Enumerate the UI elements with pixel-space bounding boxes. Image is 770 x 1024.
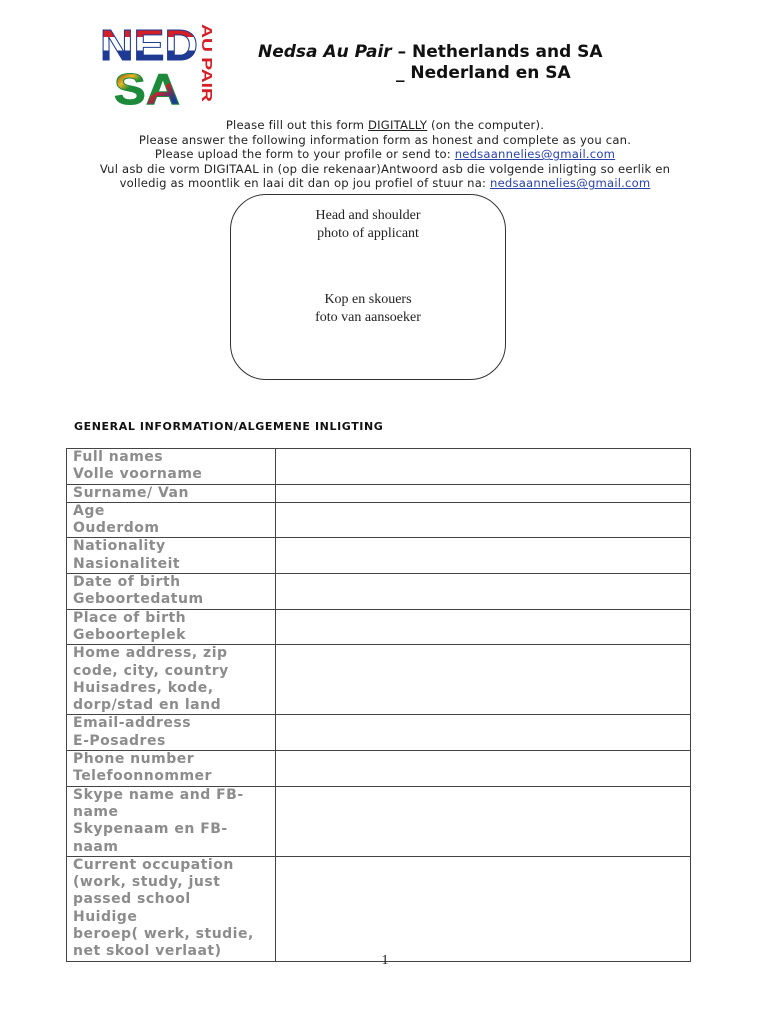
field-label <box>67 856 276 961</box>
field-label-line: Huidige <box>73 908 138 925</box>
form-row <box>67 484 691 502</box>
instruction-line-3: Please upload the form to your profile or send to: nedsaannelies@gmail.com <box>154 147 616 162</box>
field-label-line: Huisadres, kode, <box>73 679 214 696</box>
field-label <box>67 715 276 751</box>
field-label <box>67 645 276 715</box>
field-label-line: Current occupation <box>73 856 234 873</box>
instruction-line-4: Vul asb die vorm DIGITAAL in (op die rekenaar)Antwoord asb die volgende inligting so eerlik en <box>99 161 671 176</box>
form-row <box>67 645 691 715</box>
field-label-line: Geboortedatum <box>73 591 204 608</box>
field-label-line: dorp/stad en land <box>73 697 222 714</box>
page-heading <box>230 42 670 84</box>
field-label-line: Surname/ Van <box>73 484 189 501</box>
heading-brand: Nedsa Au Pair <box>258 42 392 62</box>
general-info-table <box>66 448 691 962</box>
form-row <box>67 538 691 574</box>
field-label <box>67 751 276 787</box>
form-row <box>67 715 691 751</box>
field-label <box>67 449 276 485</box>
heading-line-1 <box>230 42 670 63</box>
field-label-line: Date of birth <box>73 574 181 591</box>
field-value-cell[interactable] <box>276 484 691 502</box>
field-label-line: Geboorteplek <box>73 626 186 643</box>
field-label-line: Home address, zip <box>73 645 228 662</box>
form-row <box>67 786 691 856</box>
heading-line-2: _ Nederland en SA <box>396 63 571 83</box>
field-label <box>67 538 276 574</box>
email-link-af[interactable]: nedsaannelies@gmail.com <box>490 176 651 191</box>
field-label-line: Phone number <box>73 751 195 768</box>
field-label-line: naam <box>73 838 119 855</box>
field-value-cell[interactable] <box>276 786 691 856</box>
instruction-line-5: volledig as moontlik en laai dit dan op jou profiel of stuur na: nedsaannelies@gmail.com <box>119 176 651 191</box>
field-label <box>67 484 276 502</box>
field-label <box>67 502 276 538</box>
field-label-line: passed school <box>73 891 191 908</box>
photo-caption-en: Head and shoulder photo of applicant <box>315 208 421 241</box>
field-label-line: Telefoonnommer <box>73 768 212 785</box>
field-label-line: (work, study, just <box>73 874 221 891</box>
instructions <box>62 118 708 191</box>
section-title: GENERAL INFORMATION/ALGEMENE INLIGTING <box>74 420 384 433</box>
field-label-line: Skypenaam en FB- <box>73 821 228 838</box>
field-label <box>67 574 276 610</box>
field-label <box>67 609 276 645</box>
field-label <box>67 786 276 856</box>
page-number: 1 <box>381 953 389 968</box>
field-label-line: Age <box>73 502 105 519</box>
field-value-cell[interactable] <box>276 609 691 645</box>
field-label-line: beroep( werk, studie, <box>73 926 254 943</box>
logo-ned-text: NED <box>100 21 198 70</box>
field-label-line: Nasionaliteit <box>73 555 181 572</box>
form-row <box>67 856 691 961</box>
logo-au-pair-text: AU PAIR <box>198 24 215 85</box>
field-value-cell[interactable] <box>276 502 691 538</box>
email-link[interactable]: nedsaannelies@gmail.com <box>454 147 616 162</box>
logo-sa-text: SA <box>114 65 180 106</box>
digitally-emphasis: DIGITALLY <box>368 118 428 132</box>
field-label-line: Volle voorname <box>73 466 203 483</box>
nedsa-au-pair-logo <box>98 20 220 106</box>
form-row <box>67 449 691 485</box>
form-row <box>67 751 691 787</box>
field-label-line: Nationality <box>73 538 166 555</box>
photo-caption-af: Kop en skouers foto van aansoeker <box>315 292 421 325</box>
form-row <box>67 574 691 610</box>
field-value-cell[interactable] <box>276 538 691 574</box>
field-value-cell[interactable] <box>276 574 691 610</box>
heading-countries: – Netherlands and SA <box>391 42 603 62</box>
field-value-cell[interactable] <box>276 856 691 961</box>
instruction-line-2: Please answer the following information form as honest and complete as you can. <box>138 132 632 147</box>
field-label-line: Place of birth <box>73 609 187 626</box>
form-row <box>67 609 691 645</box>
field-label-line: net skool verlaat) <box>73 943 222 960</box>
photo-placeholder[interactable] <box>230 194 506 380</box>
instruction-line-1: Please fill out this form DIGITALLY (on the computer). <box>225 118 545 132</box>
field-value-cell[interactable] <box>276 751 691 787</box>
field-value-cell[interactable] <box>276 645 691 715</box>
field-label-line: code, city, country <box>73 662 229 679</box>
field-label-line: Full names <box>73 449 164 465</box>
field-label-line: E-Posadres <box>73 732 166 749</box>
field-label-line: Email-address <box>73 715 192 732</box>
field-value-cell[interactable] <box>276 715 691 751</box>
field-label-line: name <box>73 803 119 820</box>
field-value-cell[interactable] <box>276 449 691 485</box>
field-label-line: Skype name and FB- <box>73 786 244 803</box>
field-label-line: Ouderdom <box>73 520 160 537</box>
form-row <box>67 502 691 538</box>
